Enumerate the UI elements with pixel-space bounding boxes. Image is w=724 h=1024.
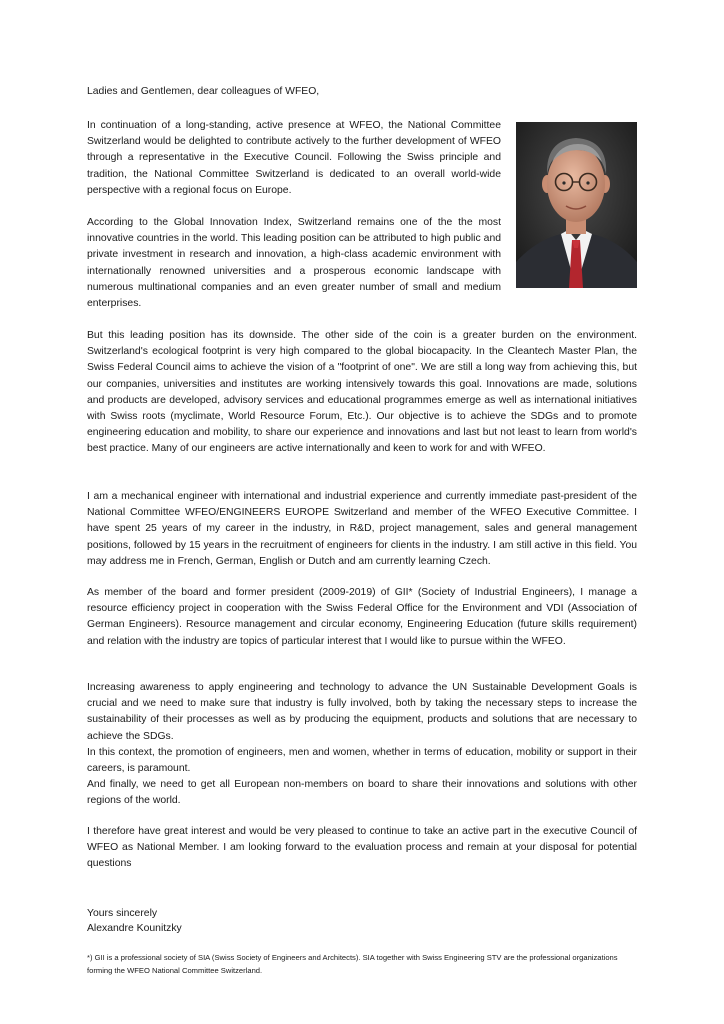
footnote: *) GII is a professional society of SIA (Swiss Society of Engineers and Architects). SIA together with Swiss Engineering STV are the professional organizations forming the WFEO National Committee Switzerland.: [87, 953, 618, 975]
paragraph-gii: As member of the board and former president (2009-2019) of GII* (Society of Industrial Engineers), I manage a resource efficiency project in cooperation with the Swiss Federal Office for the Environment and VDI (Association of German Engineers). Resource management and circular economy, Engineering Education (future skills requirement) and relation with the industry are topics of particular interest that I would like to pursue within the WFEO.: [87, 587, 637, 647]
paragraph-downside: But this leading position has its downside. The other side of the coin is a greater burden on the environment. Switzerland's ecological footprint is very high compared to the global biocapacity. In the Cleantech Master Plan, the Swiss Federal Council aims to achieve the vision of a "footprint of one". We are still a long way from achieving this, but our companies, universities and institutes are working intensively towards this goal. Innovations are made, solutions and products are developed, advisory services and educational programmes emerge as well as international initiatives with Swiss roots (myclimate, World Resource Forum, Etc.). Our objective is to achieve the SDGs and to promote engineering education and mobility, to share our experience and innovations and last but not least to learn from world's best practice. Many of our engineers are active internationally and keen to work for and with WFEO.: [87, 330, 637, 455]
paragraph-intro: In continuation of a long-standing, active presence at WFEO, the National Committee Switzerland would be delighted to contribute actively to the further development of WFEO through a representative in the Executive Council. Following the Swiss principle and tradition, the National Committee Switzerland is dedicated to an overall world-wide perspective with a regional focus on Europe.: [87, 120, 501, 196]
paragraph-conclusion: I therefore have great interest and would be very pleased to continue to take an active part in the executive Council of WFEO as National Member. I am looking forward to the evaluation process and remain at your disposal for potential questions: [87, 826, 637, 870]
signature-name: Alexandre Kounitzky: [87, 923, 182, 934]
paragraph-non-members: And finally, we need to get all European non-members on board to share their innovations and solutions with other regions of the world.: [87, 779, 637, 807]
paragraph-innovation-index: According to the Global Innovation Index, Switzerland remains one of the the most innovative countries in the world. This leading position can be attributed to high public and private investment in research and innovation, a high-class academic environment with internationally renowned universities and a prosperous economic landscape with numerous multinational companies and an even greater number of small and medium enterprises.: [87, 217, 501, 310]
portrait-image: [516, 122, 637, 288]
portrait-photo: [516, 122, 637, 288]
salutation: Ladies and Gentlemen, dear colleagues of WFEO,: [87, 86, 320, 97]
closing: Yours sincerely: [87, 908, 158, 919]
paragraph-promotion: In this context, the promotion of engineers, men and women, whether in terms of education, mobility or support in their careers, is paramount.: [87, 747, 637, 775]
paragraph-sdgs: Increasing awareness to apply engineering and technology to advance the UN Sustainable Development Goals is crucial and we need to make sure that industry is fully involved, both by taking the necessary steps to increase the sustainability of their processes as well as by producing the equipment, products and solutions that are necessary to achieve the SDGs.: [87, 682, 637, 742]
paragraph-about-me: I am a mechanical engineer with international and industrial experience and currently immediate past-president of the National Committee WFEO/ENGINEERS EUROPE Switzerland and member of the WFEO Executive Committee. I have spent 25 years of my career in the industry, in R&D, project management, sales and general management positions, followed by 15 years in the recruitment of engineers for clients in the industry. I am still active in this field. You may address me in French, German, English or Dutch and am currently learning Czech.: [87, 491, 637, 567]
